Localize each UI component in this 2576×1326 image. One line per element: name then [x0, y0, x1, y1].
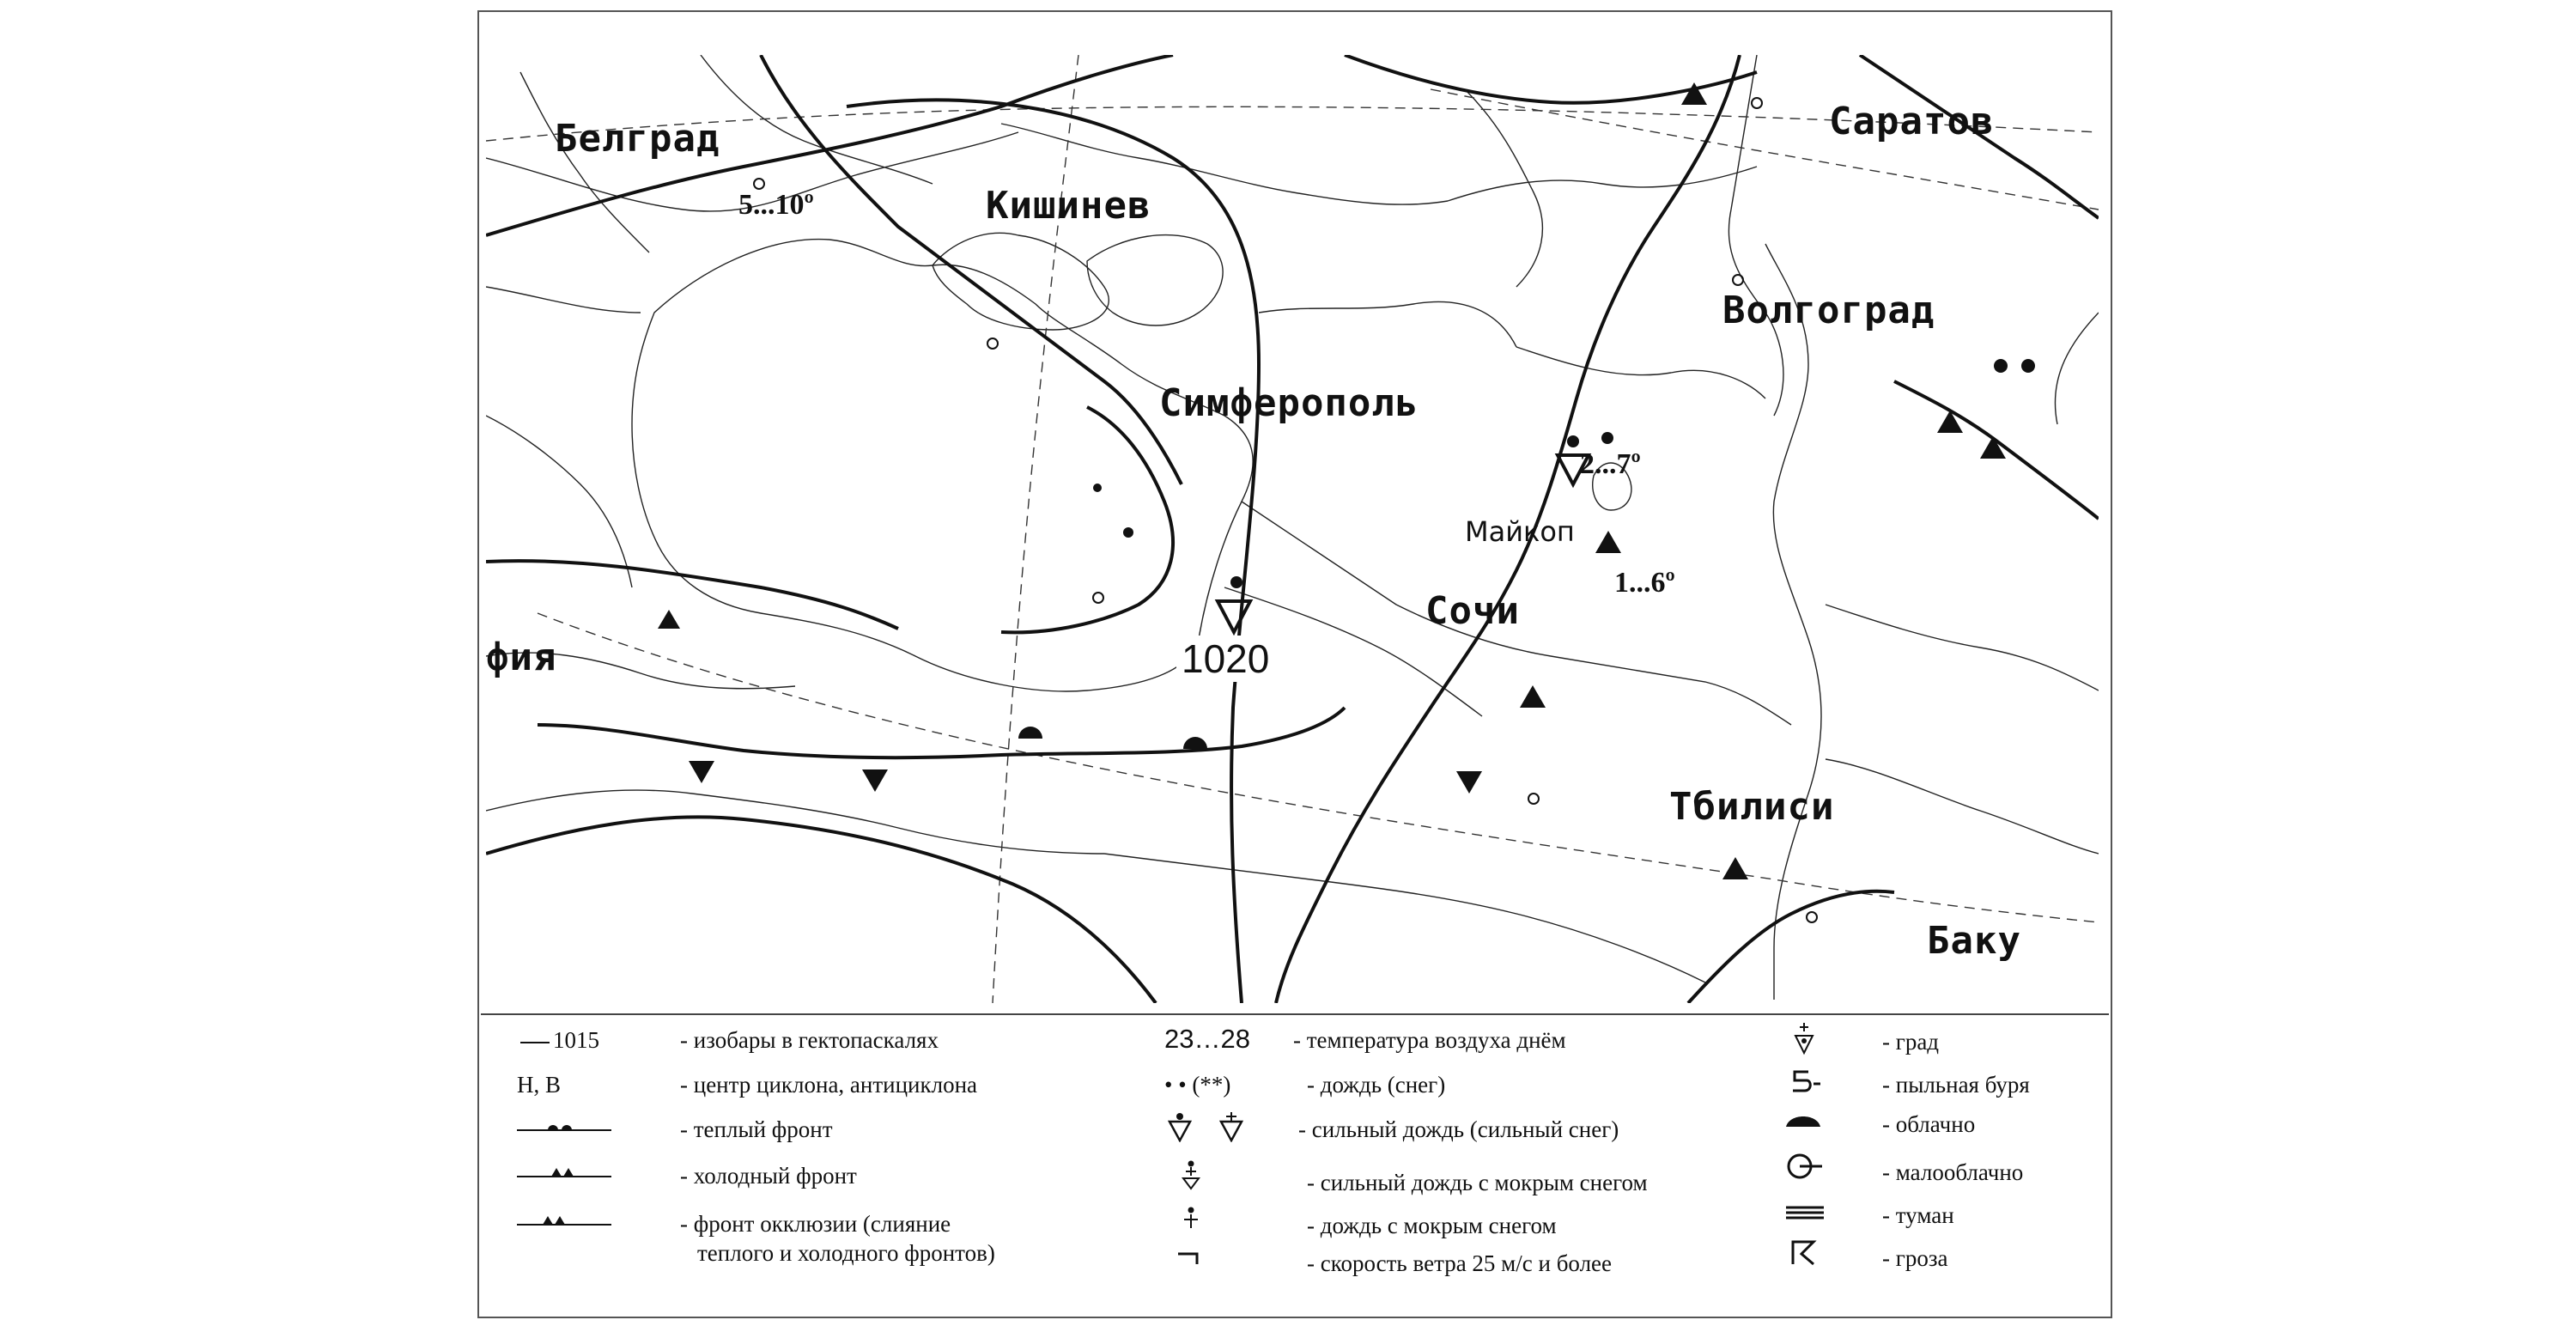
front-triangle-1 — [689, 761, 714, 783]
caspian-coast-east — [2055, 313, 2099, 424]
hail-icon-dot — [1801, 1038, 1807, 1043]
thunderstorm-icon-glyph — [1793, 1242, 1814, 1264]
volgograd-marker — [1733, 275, 1743, 285]
city-volgograd: Волгоград — [1722, 289, 1935, 332]
legend-cloudy-text: - облачно — [1882, 1111, 1976, 1137]
hail-icon-star — [1800, 1023, 1808, 1031]
city-sochi: Сочи — [1425, 589, 1520, 633]
city-sofia-partial: фия — [486, 636, 557, 679]
isobar-1020 — [486, 407, 1173, 632]
cloudy-icon-dome — [1786, 1116, 1820, 1127]
legend-heavy-rain-text: - сильный дождь (сильный снег) — [1298, 1116, 1619, 1142]
front-triangles — [689, 727, 1482, 794]
legend-isobar-value: 1015 — [553, 1027, 599, 1053]
isobar-south — [486, 817, 1156, 1003]
rain-dot-1 — [1994, 359, 2008, 373]
occluded-front — [538, 708, 1482, 794]
baku-front — [1688, 891, 1894, 1003]
city-belgrade: Белград — [555, 117, 720, 161]
temperature-center: 2...7º — [1580, 448, 1641, 480]
front-semicircle-1 — [1018, 727, 1042, 739]
legend-cold-front-text: - холодный фронт — [680, 1163, 857, 1189]
rain-sleet-heavy-icon-dot — [1188, 1161, 1194, 1167]
border-2 — [486, 287, 641, 313]
thunderstorm-icon — [1788, 1238, 1819, 1268]
rain-dots-volgograd — [1994, 359, 2035, 373]
border-3 — [520, 72, 649, 252]
heavy-rain-icon-dot — [1176, 1113, 1183, 1120]
east-triangle-2 — [1595, 531, 1621, 553]
graticule-lat-2 — [538, 613, 2099, 922]
legend-fog-text: - туман — [1882, 1202, 1954, 1228]
rain-sleet-heavy-icon-triangle — [1183, 1178, 1199, 1189]
sochi-marker — [1093, 593, 1103, 603]
legend-isobar-symbol — [520, 1027, 599, 1054]
chisinau-marker — [754, 179, 764, 189]
small-dot — [1093, 484, 1102, 492]
city-baku: Баку — [1927, 919, 2021, 963]
turkey-border — [486, 790, 1104, 854]
east-triangle-5 — [1937, 411, 1963, 433]
volga-river — [1728, 55, 1783, 416]
isobar-line-icon — [520, 1042, 550, 1043]
east-triangle-3 — [1520, 685, 1546, 708]
city-tbilisi: Тбилиси — [1669, 785, 1835, 829]
heavy-snow-icon-triangle — [1221, 1122, 1242, 1140]
heavy-snow-icon-star — [1226, 1112, 1236, 1121]
dust-storm-icon-glyph — [1793, 1072, 1820, 1091]
saratov-marker — [1752, 98, 1762, 108]
legend — [486, 1022, 2100, 1314]
isobars — [486, 55, 2099, 1003]
region-3 — [1826, 605, 2099, 690]
legend-temperature-text: - температура воздуха днём — [1293, 1027, 1566, 1053]
west-triangle — [658, 610, 680, 629]
warm-front-icon — [517, 1118, 611, 1134]
front-semicircle-2 — [1183, 737, 1207, 749]
hail-icon — [1791, 1022, 1817, 1056]
heavy-rain-icon — [1164, 1111, 1276, 1142]
legend-partly-cloudy-text: - малооблачно — [1882, 1159, 2024, 1185]
graticule-lat-3 — [1431, 89, 2099, 210]
cloudy-icon — [1784, 1108, 1822, 1128]
fog-icon — [1784, 1204, 1826, 1221]
legend-temperature-symbol: 23…28 — [1164, 1024, 1250, 1054]
legend-isobar-text: - изобары в гектопаскалях — [680, 1027, 939, 1053]
city-maikop: Майкоп — [1465, 515, 1575, 548]
fog-icon-lines — [1786, 1207, 1824, 1218]
east-triangle-4 — [1722, 857, 1748, 879]
dust-storm-icon — [1788, 1068, 1822, 1096]
legend-rain-text: - дождь (снег) — [1307, 1072, 1446, 1098]
temperature-south: 1...6º — [1614, 567, 1675, 599]
legend-sleet-text: - дождь с мокрым снегом — [1307, 1213, 1557, 1238]
tbilisi-marker — [1528, 794, 1539, 804]
rain-sleet-icon — [1180, 1206, 1202, 1232]
don-river — [1465, 89, 1542, 287]
city-chisinau: Кишинев — [986, 184, 1151, 228]
city-simferopol: Симферополь — [1159, 381, 1419, 425]
border-6 — [1448, 167, 1757, 201]
wind-speed-icon — [1176, 1249, 1202, 1269]
legend-rain-symbol: • • (**) — [1164, 1072, 1231, 1098]
maikop-marker — [1123, 527, 1133, 538]
legend-dust-storm-text: - пыльная буря — [1882, 1072, 2030, 1098]
azov-sea — [1087, 235, 1223, 325]
occluded-front-line — [538, 708, 1345, 757]
rain-sleet-heavy-icon — [1178, 1159, 1204, 1190]
region-4 — [1826, 759, 2099, 854]
rain-dot-2 — [2021, 359, 2035, 373]
cold-front-north — [761, 55, 1182, 484]
legend-cyclone-symbol: Н, В — [517, 1072, 562, 1098]
city-saratov: Саратов — [1829, 100, 1995, 143]
rain-sleet-icon-dot — [1188, 1207, 1194, 1213]
east-front-triangles — [658, 82, 2006, 879]
map-canvas — [486, 55, 2099, 1003]
heavy-rain-icon-triangle — [1170, 1122, 1190, 1140]
cold-front-icon-mark — [551, 1168, 574, 1177]
cloud-dot — [1601, 432, 1613, 444]
rain-sleet-icon-star — [1184, 1214, 1198, 1228]
occluded-front-icon-mark — [543, 1216, 565, 1225]
legend-occluded-front-text: - фронт окклюзии (слияние — [680, 1211, 951, 1237]
heavy-rain-triangle-sochi — [1218, 601, 1250, 632]
wind-speed-icon-barb — [1178, 1254, 1197, 1264]
geography-outlines — [486, 55, 2099, 1000]
cold-front-icon — [517, 1165, 611, 1180]
region-2 — [1516, 347, 1765, 398]
front-triangle-3 — [1456, 771, 1482, 794]
weather-map — [486, 55, 2099, 1003]
partly-cloudy-icon — [1784, 1151, 1827, 1182]
rain-sleet-heavy-icon-star — [1186, 1167, 1196, 1176]
legend-thunderstorm-text: - гроза — [1882, 1245, 1948, 1271]
front-triangle-2 — [862, 769, 888, 792]
black-sea-coast — [632, 240, 1253, 691]
legend-cyclone-text: - центр циклона, антициклона — [680, 1072, 978, 1098]
legend-wind-text: - скорость ветра 25 м/с и более — [1307, 1250, 1613, 1276]
isobar-label-1020: 1020 — [1176, 636, 1274, 682]
graticule — [486, 55, 2099, 1003]
region-1 — [1259, 301, 1516, 347]
legend-warm-front-text: - теплый фронт — [680, 1116, 833, 1142]
temperature-west: 5...10º — [738, 189, 814, 221]
simferopol-marker — [987, 338, 998, 349]
heavy-rain-dot-center — [1567, 435, 1579, 447]
legend-occluded-front-text-2: теплого и холодного фронтов) — [697, 1240, 995, 1266]
legend-heavy-sleet-text: - сильный дождь с мокрым снегом — [1307, 1170, 1648, 1195]
crimea-outline — [933, 233, 1109, 330]
south-border — [1104, 854, 1705, 982]
heavy-rain-dot-sochi — [1230, 576, 1242, 588]
baku-marker — [1807, 912, 1817, 922]
occluded-front-icon — [517, 1213, 611, 1228]
legend-divider — [481, 1013, 2109, 1015]
legend-hail-text: - град — [1882, 1029, 1940, 1055]
cold-front-east — [658, 55, 2099, 1003]
cold-front-line-north — [761, 55, 1182, 484]
